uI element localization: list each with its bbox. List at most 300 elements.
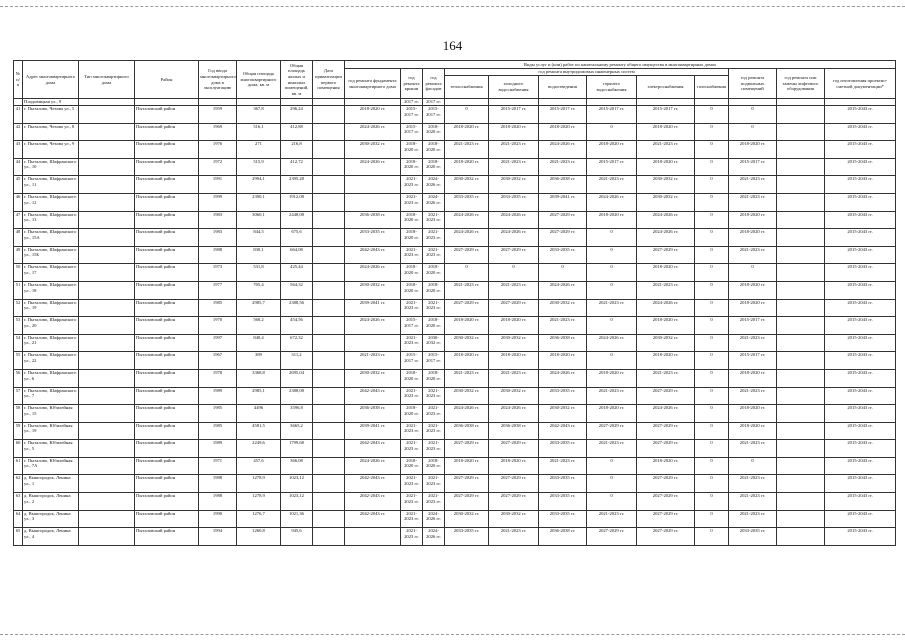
row-design: 2015-2043 гг. [825,493,896,511]
row-heat: 2027-2029 гг. [445,475,489,493]
row-year-built: 1983 [199,211,237,229]
header-power: электроснабжения [637,76,695,99]
row-sewer: 2015-2017 гг. [539,106,587,124]
row-district: Пыталовский район [135,352,199,370]
row-roof: 2018-2020 гг. [401,229,423,247]
row-address: г. Пыталово, Шафранского ул., 22 [23,352,79,370]
row-cold-water: 0 [489,264,539,282]
row-foundation: 2033-2035 гг. [345,229,401,247]
row-cold-water: 2021-2023 гг. [489,528,539,546]
row-total-area: 389 [237,352,281,370]
row-year-built: 1985 [199,299,237,317]
row-heat: 2024-2026 гг. [445,211,489,229]
row-sewer: 2024-2026 гг. [539,141,587,159]
row-number: 41 [14,106,23,124]
row-total-area: 2249,6 [237,440,281,458]
row-heat: 2033-2035 гг. [445,528,489,546]
header-living-area: Общая площадь жилых и нежилых помещений, кв. м [281,61,313,99]
row-year-built: 1994 [199,528,237,546]
row-gas: 0 [695,440,729,458]
row-foundation [345,528,401,546]
row-address: г. Пыталово, Шафранского ул., 10 [23,158,79,176]
row-total-area: 568,2 [237,317,281,335]
row-design: 2015-2043 гг. [825,299,896,317]
header-foundation: год ремонта фундамента многоквартирного дома [345,69,401,99]
row-elevator [777,369,825,387]
row-privatization [313,229,345,247]
row-number: 53 [14,317,23,335]
row-facade: 2021-2023 гг. [423,405,445,423]
table-row [14,106,896,124]
row-power: 2018-2020 гг. [637,158,695,176]
row-design: 2015-2043 гг. [825,246,896,264]
row-power: 2030-2032 гг. [637,193,695,211]
row-sewer: 2036-2038 гг. [539,528,587,546]
row-gas: 0 [695,334,729,352]
row-roof: 2021-2023 гг. [401,422,423,440]
row-living-area: 2395,28 [281,176,313,194]
row-gas: 0 [695,457,729,475]
row-address: г. Пыталово, Шафранского ул., 13 [23,211,79,229]
row-elevator [777,334,825,352]
row-roof: 2015-2017 гг. [401,317,423,335]
row-roof: 2021-2023 гг. [401,387,423,405]
row-hot-water: 0 [587,264,637,282]
row-elevator [777,281,825,299]
row-gas: 0 [695,510,729,528]
row-number: 56 [14,369,23,387]
row-roof: 2018-2020 гг. [401,264,423,282]
row-roof: 2018-2020 гг. [401,158,423,176]
header-elevator: год ремонта или замены лифтового оборудования [777,69,825,99]
row-district: Пыталовский район [135,299,199,317]
row-privatization [313,475,345,493]
row-district: Пыталовский район [135,229,199,247]
row-foundation: 2042-2043 гг. [345,510,401,528]
row-basement: 0 [729,106,777,124]
row-elevator [777,123,825,141]
header-type: Тип многоквартирного дома [79,61,135,99]
row-foundation: 2024-2026 гг. [345,457,401,475]
row-gas: 0 [695,123,729,141]
row-sewer: 2018-2020 гг. [539,123,587,141]
row-basement: 2015-2017 гг. [729,317,777,335]
row-design: 2015-2043 гг. [825,317,896,335]
table-row [14,299,896,317]
row-basement: 2018-2020 гг. [729,405,777,423]
row-roof: 2015-2017 гг. [401,106,423,124]
row-total-area: 1278,9 [237,493,281,511]
row-address: г. Пыталово, Чехова ул., 9 [23,141,79,159]
row-facade: 2021-2023 гг. [423,229,445,247]
row-living-area: 3665,2 [281,422,313,440]
row-total-area: 2390,1 [237,193,281,211]
row-type [79,334,135,352]
row-design: 2015-2043 гг. [825,176,896,194]
row-power: 2027-2029 гг. [637,510,695,528]
row-address: г. Пыталово, Шафранского ул., 19 [23,299,79,317]
row-address: д. Вышгородок, Ленина ул., 1 [23,475,79,493]
row-elevator [777,405,825,423]
row-elevator [777,158,825,176]
row-type [79,229,135,247]
row-heat: 2027-2029 гг. [445,299,489,317]
row-cold-water: 2024-2026 гг. [489,229,539,247]
row-cold-water: 2027-2029 гг. [489,493,539,511]
row-elevator [777,475,825,493]
row-design: 2015-2043 гг. [825,123,896,141]
header-hot-water: горячего водоснабжения [587,76,637,99]
row-cold-water: 2024-2026 гг. [489,405,539,423]
header-num: № п/п [14,61,23,99]
row-heat: 2018-2020 гг. [445,317,489,335]
row-privatization [313,141,345,159]
table-row [14,387,896,405]
row-basement: 2021-2023 гг. [729,493,777,511]
row-elevator [777,493,825,511]
row-heat: 2030-2032 гг. [445,334,489,352]
row-address: г. Пыталово, Шафранского ул., 12 [23,193,79,211]
row-elevator [777,264,825,282]
table-row [14,281,896,299]
row-total-area: 2994,1 [237,176,281,194]
row-cold-water: 2024-2026 гг. [489,211,539,229]
row-cold-water: 2021-2023 гг. [489,369,539,387]
row-type [79,281,135,299]
row-year-built: 1997 [199,334,237,352]
row-facade: 2024-2026 гг. [423,176,445,194]
row-gas: 0 [695,106,729,124]
row-facade: 2021-2023 гг. [423,246,445,264]
row-sewer: 2021-2023 гг. [539,457,587,475]
row-living-area: 366,08 [281,457,313,475]
row-year-built: 1990 [199,510,237,528]
header-engineering-group: год ремонта внутридомовых инженерных систем [445,69,729,76]
row-design: 2015-2043 гг. [825,106,896,124]
row-living-area: 216,8 [281,141,313,159]
header-address: Адрес многоквартирного дома [23,61,79,99]
row-cold-water: 2027-2029 гг. [489,246,539,264]
row-basement: 0 [729,123,777,141]
row-sewer: 2033-2035 гг. [539,475,587,493]
row-hot-water: 2018-2020 гг. [587,211,637,229]
row-number: 42 [14,123,23,141]
row-living-area: 1799,68 [281,440,313,458]
row-address: д. Вышгородок, Ленина ул., 4 [23,528,79,546]
row-power: 2015-2017 гг. [637,106,695,124]
row-privatization [313,281,345,299]
row-year-built: 1978 [199,369,237,387]
row-hot-water: 0 [587,123,637,141]
row-facade: 2021-2023 гг. [423,475,445,493]
row-hot-water: 0 [587,246,637,264]
row-design: 2015-2043 гг. [825,475,896,493]
row-district: Пыталовский район [135,387,199,405]
row-living-area: 2448,08 [281,211,313,229]
row-number: 54 [14,334,23,352]
row-power: 2021-2023 гг. [637,141,695,159]
row-district: Пыталовский район [135,246,199,264]
row-year-built: 1988 [199,246,237,264]
row-facade: 2021-2023 гг. [423,387,445,405]
row-total-area: 4581,5 [237,422,281,440]
continuation-row [14,99,896,106]
row-type [79,510,135,528]
table-row [14,510,896,528]
row-address: г. Пыталово, Шафранского ул., 6 [23,369,79,387]
row-type [79,369,135,387]
row-basement: 2033-2035 гг. [729,528,777,546]
row-facade: 2018-2020 гг. [423,264,445,282]
row-privatization [313,106,345,124]
row-cold-water: 2033-2035 гг. [489,193,539,211]
row-living-area: 675,6 [281,229,313,247]
row-elevator [777,457,825,475]
row-gas: 0 [695,422,729,440]
row-facade: 2015-2017 гг. [423,106,445,124]
row-district: Пыталовский район [135,141,199,159]
row-design: 2015-2043 гг. [825,158,896,176]
header-year-built: Год ввода многоквартирного дома в эксплуатацию [199,61,237,99]
row-number: 55 [14,352,23,370]
row-type [79,387,135,405]
row-sewer: 2033-2035 гг. [539,510,587,528]
row-design: 2015-2043 гг. [825,141,896,159]
row-power: 2027-2029 гг. [637,422,695,440]
row-sewer: 2042-2043 гг. [539,422,587,440]
row-heat: 2021-2023 гг. [445,281,489,299]
row-privatization [313,510,345,528]
row-foundation: 2042-2043 гг. [345,440,401,458]
row-basement: 2021-2023 гг. [729,440,777,458]
row-number: 43 [14,141,23,159]
row-living-area: 412,88 [281,123,313,141]
row-facade: 2024-2026 гг. [423,528,445,546]
table-row [14,528,896,546]
row-roof: 2018-2020 гг. [401,211,423,229]
row-gas: 0 [695,246,729,264]
row-design: 2015-2043 гг. [825,510,896,528]
row-living-area: 672,32 [281,334,313,352]
row-district: Пыталовский район [135,457,199,475]
row-sewer: 2024-2026 гг. [539,281,587,299]
row-roof: 2018-2020 гг. [401,457,423,475]
row-elevator [777,317,825,335]
row-total-area: 3368,8 [237,369,281,387]
row-hot-water: 0 [587,352,637,370]
row-cold-water: 2021-2023 гг. [489,141,539,159]
row-facade: 2030-2032 гг. [423,334,445,352]
row-facade: 2021-2023 гг. [423,211,445,229]
table-row [14,369,896,387]
table-row [14,422,896,440]
row-power: 2027-2029 гг. [637,528,695,546]
row-total-area: 2985,7 [237,299,281,317]
row-living-area: 1021,36 [281,510,313,528]
row-number: 52 [14,299,23,317]
row-heat: 2024-2026 гг. [445,229,489,247]
row-sewer: 2021-2023 гг. [539,158,587,176]
row-foundation: 2036-2038 гг. [345,211,401,229]
row-hot-water: 0 [587,457,637,475]
row-foundation: 2024-2026 гг. [345,317,401,335]
row-cold-water: 2021-2023 гг. [489,281,539,299]
row-address: г. Пыталово, Шафранского ул., 17 [23,264,79,282]
row-sewer: 2027-2029 гг. [539,211,587,229]
continuation-roof: 2017 гг. [401,99,423,106]
row-cold-water: 2027-2029 гг. [489,440,539,458]
header-design: год изготовления проектно-сметной документации* [825,69,896,99]
row-district: Пыталовский район [135,211,199,229]
row-basement: 2018-2020 гг. [729,422,777,440]
row-hot-water: 0 [587,229,637,247]
row-cold-water: 2036-2038 гг. [489,422,539,440]
row-living-area: 3596,8 [281,405,313,423]
row-elevator [777,528,825,546]
row-district: Пыталовский район [135,176,199,194]
table-row [14,158,896,176]
row-design: 2015-2043 гг. [825,352,896,370]
row-elevator [777,211,825,229]
table-row [14,211,896,229]
row-facade: 2024-2026 гг. [423,510,445,528]
row-number: 61 [14,457,23,475]
row-number: 51 [14,281,23,299]
row-hot-water: 0 [587,475,637,493]
continuation-facade: 2017 гг. [423,99,445,106]
row-privatization [313,493,345,511]
row-year-built: 1989 [199,387,237,405]
row-type [79,352,135,370]
row-basement: 2018-2020 гг. [729,141,777,159]
row-power: 2027-2029 гг. [637,475,695,493]
row-foundation: 2024-2026 гг. [345,158,401,176]
row-elevator [777,387,825,405]
row-total-area: 840,4 [237,334,281,352]
row-total-area: 516,1 [237,123,281,141]
row-roof: 2018-2020 гг. [401,281,423,299]
row-number: 57 [14,387,23,405]
header-gas: газоснабжения [695,76,729,99]
table-row [14,405,896,423]
row-roof: 2021-2023 гг. [401,334,423,352]
row-address: д. Вышгородок, Ленина ул., 3 [23,510,79,528]
row-hot-water: 2027-2029 гг. [587,528,637,546]
row-address: г. Пыталово, Шафранского ул., 11 [23,176,79,194]
row-basement: 2018-2020 гг. [729,369,777,387]
row-design: 2015-2043 гг. [825,264,896,282]
row-district: Пыталовский район [135,334,199,352]
row-number: 63 [14,493,23,511]
row-basement: 2018-2020 гг. [729,281,777,299]
row-facade: 2018-2020 гг. [423,141,445,159]
row-year-built: 1967 [199,352,237,370]
row-foundation: 2039-2041 гг. [345,299,401,317]
row-number: 50 [14,264,23,282]
row-heat: 2030-2032 гг. [445,510,489,528]
row-gas: 0 [695,528,729,546]
row-district: Пыталовский район [135,440,199,458]
row-district: Пыталовский район [135,493,199,511]
row-address: г. Пыталово, Юбилейная ул., 15 [23,405,79,423]
row-facade: 2021-2023 гг. [423,493,445,511]
row-foundation: 2030-2032 гг. [345,281,401,299]
row-foundation: 2018-2020 гг. [345,106,401,124]
row-total-area: 2985,1 [237,387,281,405]
row-district: Пыталовский район [135,193,199,211]
row-privatization [313,528,345,546]
row-power: 2021-2023 гг. [637,369,695,387]
row-number: 62 [14,475,23,493]
row-hot-water: 2018-2020 гг. [587,405,637,423]
row-design: 2015-2043 гг. [825,281,896,299]
row-heat: 2018-2020 гг. [445,457,489,475]
row-power: 2018-2020 гг. [637,457,695,475]
row-type [79,106,135,124]
table-row [14,334,896,352]
row-heat: 2033-2035 гг. [445,193,489,211]
row-hot-water: 2024-2026 гг. [587,193,637,211]
row-total-area: 830,1 [237,246,281,264]
row-basement: 0 [729,264,777,282]
row-basement: 2015-2017 гг. [729,352,777,370]
row-foundation: 2042-2043 гг. [345,387,401,405]
row-power: 2027-2029 гг. [637,246,695,264]
row-foundation [345,193,401,211]
row-total-area: 1260,8 [237,528,281,546]
row-living-area: 296,24 [281,106,313,124]
row-district: Пыталовский район [135,317,199,335]
header-cold-water: холодного водоснабжения [489,76,539,99]
row-year-built: 1969 [199,123,237,141]
row-heat: 2036-2038 гг. [445,422,489,440]
row-power: 2018-2020 гг. [637,317,695,335]
row-facade: 2021-2023 гг. [423,440,445,458]
row-hot-water: 2021-2023 гг. [587,176,637,194]
row-roof: 2021-2023 гг. [401,246,423,264]
row-total-area: 1276,7 [237,510,281,528]
row-cold-water: 2021-2023 гг. [489,158,539,176]
row-roof: 2021-2023 гг. [401,493,423,511]
row-total-area: 271 [237,141,281,159]
table-row [14,457,896,475]
row-design: 2015-2043 гг. [825,229,896,247]
scan-edge-top [0,6,905,7]
row-district: Пыталовский район [135,106,199,124]
row-address: г. Пыталово, Чехова ул., 5 [23,106,79,124]
row-gas: 0 [695,317,729,335]
row-year-built: 1985 [199,405,237,423]
capital-repair-table [13,60,896,546]
row-foundation: 2042-2043 гг. [345,475,401,493]
row-basement: 2018-2020 гг. [729,299,777,317]
row-gas: 0 [695,193,729,211]
row-type [79,158,135,176]
row-roof: 2021-2023 гг. [401,440,423,458]
row-power: 2030-2032 гг. [637,176,695,194]
row-gas: 0 [695,158,729,176]
row-foundation: 2024-2026 гг. [345,264,401,282]
row-heat: 0 [445,106,489,124]
row-year-built: 1977 [199,281,237,299]
row-type [79,264,135,282]
row-number: 60 [14,440,23,458]
row-power: 2027-2029 гг. [637,493,695,511]
row-type [79,457,135,475]
row-heat: 2027-2029 гг. [445,246,489,264]
row-address: г. Пыталово, Шафранского ул., 7 [23,387,79,405]
table-row [14,229,896,247]
